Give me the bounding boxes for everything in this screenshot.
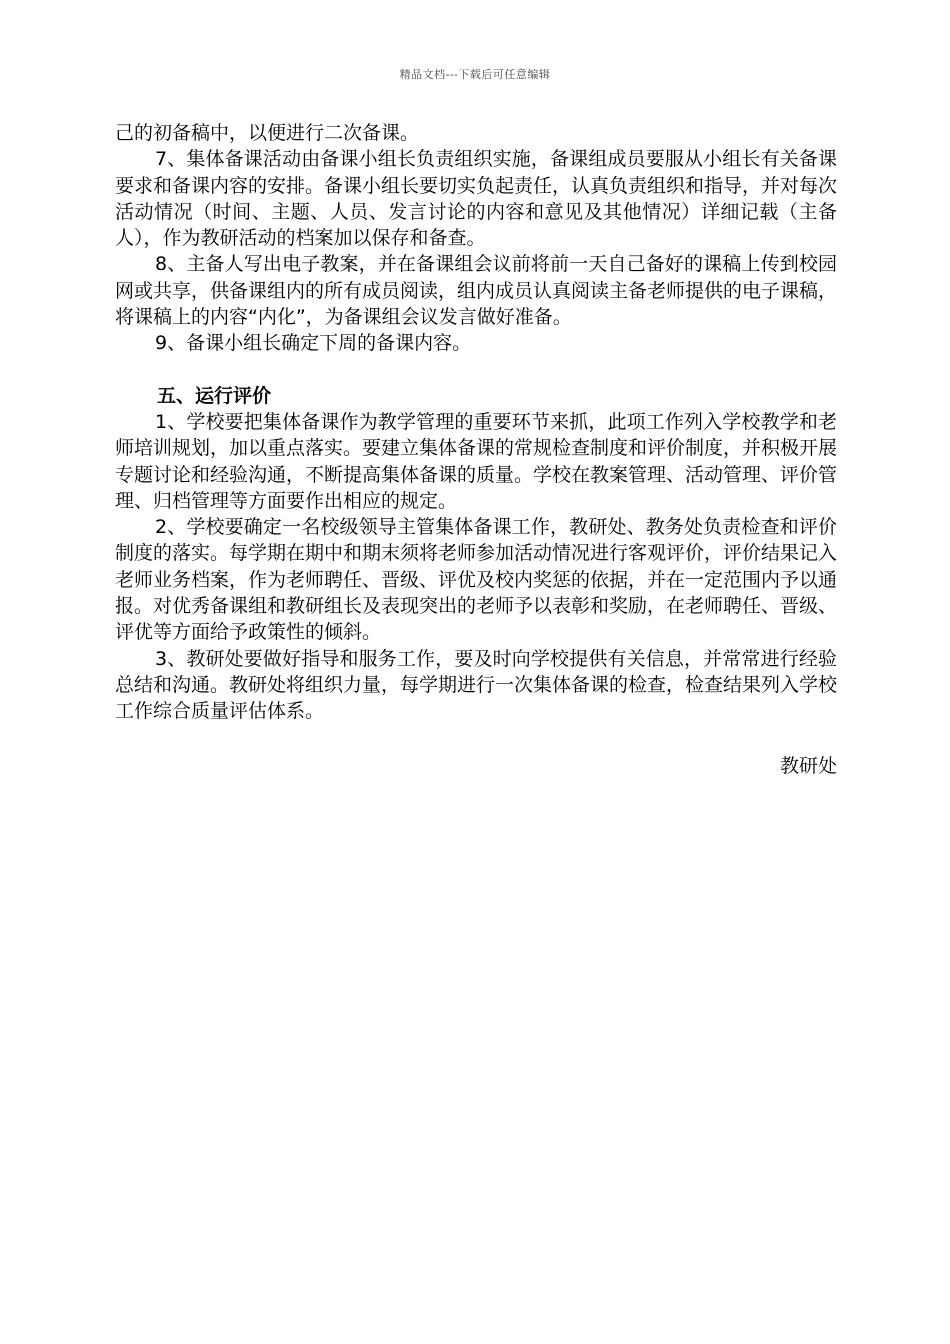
paragraph-evaluation-3: 3、教研处要做好指导和服务工作，要及时向学校提供有关信息，并常常进行经验总结和沟通。教研处将组织力量，每学期进行一次集体备课的检查，检查结果列入学校工作综合质量评估体系。 bbox=[115, 647, 838, 723]
paragraph-item-7: 7、集体备课活动由备课小组长负责组织实施，备课组成员要服从小组长有关备课要求和备课内容的安排。备课小组长要切实负起责任，认真负责组织和指导，并对每次活动情况（时间、主题、人员、发言讨论的内容和意见及其他情况）详细记载（主备人），作为教研活动的档案加以保存和备查。 bbox=[115, 148, 838, 250]
paragraph-evaluation-2: 2、学校要确定一名校级领导主管集体备课工作，教研处、教务处负责检查和评价制度的落实。每学期在期中和期末须将老师参加活动情况进行客观评价，评价结果记入老师业务档案，作为老师聘任、晋级、评优及校内奖惩的依据，并在一定范围内予以通报。对优秀备课组和教研组长及表现突出的老师予以表彰和奖励，在老师聘任、晋级、评优等方面给予政策性的倾斜。 bbox=[115, 516, 838, 644]
document-body bbox=[115, 120, 837, 779]
paragraph-item-8: 8、主备人写出电子教案，并在备课组会议前将前一天自己备好的课稿上传到校园网或共享，供备课组内的所有成员阅读，组内成员认真阅读主备老师提供的电子课稿，将课稿上的内容“内化”，为备课组会议发言做好准备。 bbox=[115, 253, 838, 329]
signature: 教研处 bbox=[779, 754, 837, 777]
section-spacer bbox=[115, 357, 837, 383]
paragraph-evaluation-1: 1、学校要把集体备课作为教学管理的重要环节来抓，此项工作列入学校教学和老师培训规划，加以重点落实。要建立集体备课的常规检查制度和评价制度，并积极开展专题讨论和经验沟通，不断提高集体备课的质量。学校在教案管理、活动管理、评价管理、归档管理等方面要作出相应的规定。 bbox=[115, 410, 838, 512]
paragraph-continuation: 己的初备稿中，以便进行二次备课。 bbox=[115, 122, 420, 144]
paragraph-item-9: 9、备课小组长确定下周的备课内容。 bbox=[155, 332, 472, 355]
page-header: 精品文档---下载后可任意编辑 bbox=[399, 68, 551, 81]
section-heading-evaluation: 五、运行评价 bbox=[157, 384, 272, 407]
